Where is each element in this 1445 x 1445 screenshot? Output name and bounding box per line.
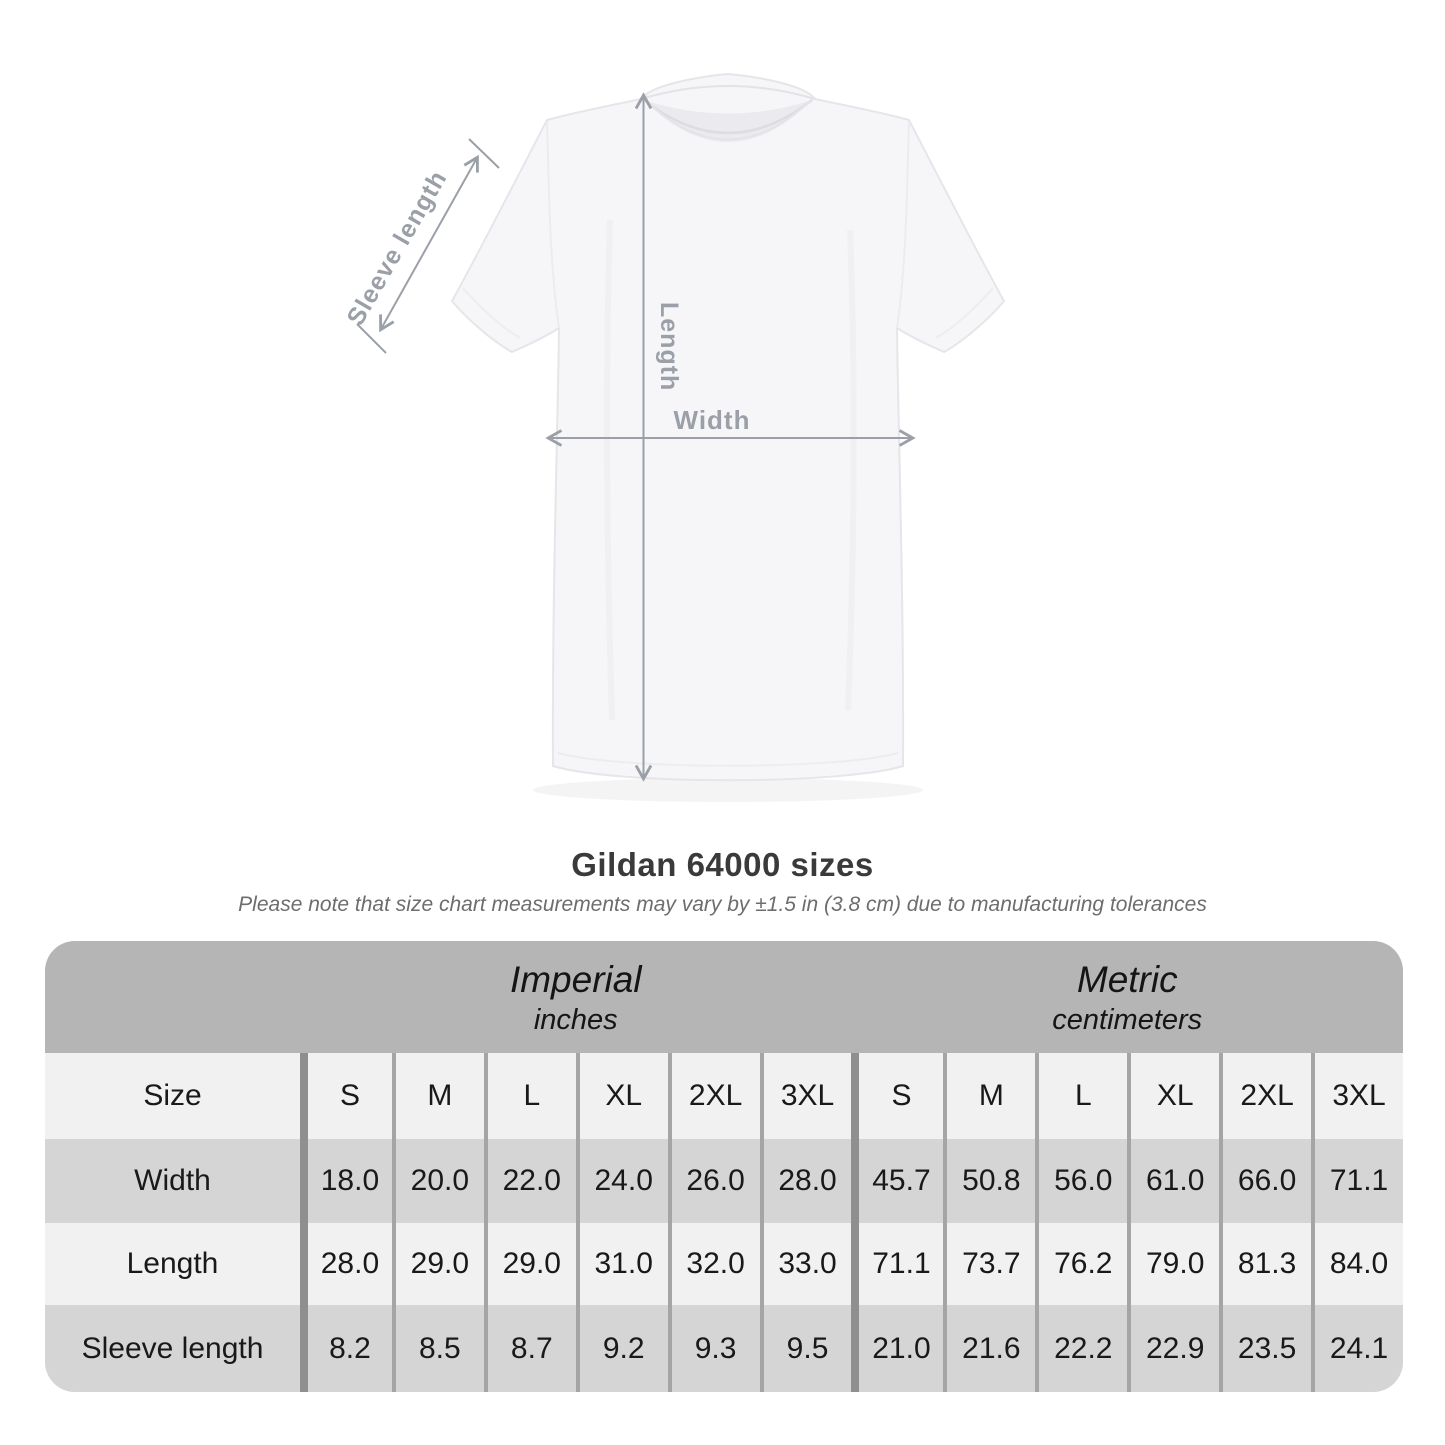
measurement-cell: 66.0 <box>1219 1139 1311 1223</box>
measurement-cell: 71.1 <box>1311 1139 1403 1223</box>
size-header-cell: M <box>943 1053 1035 1139</box>
measurement-cell: 45.7 <box>851 1139 943 1223</box>
measurement-cell: 23.5 <box>1219 1305 1311 1392</box>
imperial-group-name: Imperial <box>509 958 642 1000</box>
size-header-cell: L <box>1035 1053 1127 1139</box>
measurement-row-label: Length <box>126 1247 219 1280</box>
measurement-cell: 21.6 <box>943 1305 1035 1392</box>
measurement-cell: 20.0 <box>392 1139 484 1223</box>
metric-group-header <box>852 941 1404 1053</box>
measurement-cell: 84.0 <box>1311 1223 1403 1305</box>
size-header-cell: 3XL <box>1311 1053 1403 1139</box>
size-header-cell: 2XL <box>668 1053 760 1139</box>
measurement-row-label: Sleeve length <box>81 1331 264 1365</box>
size-header-cell: M <box>392 1053 484 1139</box>
measurement-cell: 29.0 <box>484 1223 576 1305</box>
measurement-cell: 50.8 <box>943 1139 1035 1223</box>
measurement-cell: 32.0 <box>668 1223 760 1305</box>
measurement-cell: 8.7 <box>484 1305 576 1392</box>
measurement-cell: 73.7 <box>943 1223 1035 1305</box>
size-header-cell: XL <box>1127 1053 1219 1139</box>
measurement-cell: 9.5 <box>760 1305 852 1392</box>
unit-group-band <box>45 941 1403 1053</box>
measurement-cell: 18.0 <box>300 1139 392 1223</box>
size-header-cell: 2XL <box>1219 1053 1311 1139</box>
table-row-width <box>45 1139 1403 1223</box>
metric-group-unit: centimeters <box>1052 1004 1203 1037</box>
size-header-row <box>45 1053 1403 1139</box>
measurement-cell: 56.0 <box>1035 1139 1127 1223</box>
measurement-cell: 8.5 <box>392 1305 484 1392</box>
length-label: Length <box>655 302 683 392</box>
size-column-header: Size <box>143 1079 202 1112</box>
measurement-cell: 33.0 <box>760 1223 852 1305</box>
page-title: Gildan 64000 sizes <box>571 846 874 883</box>
size-header-cell: L <box>484 1053 576 1139</box>
table-row-sleeve-length <box>45 1305 1403 1392</box>
measurement-cell: 24.0 <box>576 1139 668 1223</box>
measurement-cell: 29.0 <box>392 1223 484 1305</box>
measurement-cell: 9.3 <box>668 1305 760 1392</box>
measurement-cell: 61.0 <box>1127 1139 1219 1223</box>
band-spacer <box>45 941 300 1053</box>
measurement-cell: 22.2 <box>1035 1305 1127 1392</box>
metric-group-name: Metric <box>1076 958 1178 1000</box>
measurement-cell: 79.0 <box>1127 1223 1219 1305</box>
imperial-group-unit: inches <box>533 1004 618 1037</box>
sleeve-length-label: Sleeve length <box>341 165 453 331</box>
size-header-cell: S <box>300 1053 392 1139</box>
measurement-cell: 26.0 <box>668 1139 760 1223</box>
size-table <box>45 941 1403 1392</box>
measurement-cell: 81.3 <box>1219 1223 1311 1305</box>
measurement-cell: 9.2 <box>576 1305 668 1392</box>
size-header-cell: XL <box>576 1053 668 1139</box>
imperial-group-header <box>300 941 852 1053</box>
tshirt-shadow <box>533 778 923 802</box>
measurement-cell: 22.9 <box>1127 1305 1219 1392</box>
measurement-cell: 28.0 <box>760 1139 852 1223</box>
measurement-row-label: Width <box>134 1164 211 1197</box>
measurement-cell: 21.0 <box>851 1305 943 1392</box>
measurement-cell: 22.0 <box>484 1139 576 1223</box>
width-label: Width <box>673 405 751 435</box>
table-row-length <box>45 1223 1403 1305</box>
measurement-cell: 31.0 <box>576 1223 668 1305</box>
tolerance-note: Please note that size chart measurements may vary by ±1.5 in (3.8 cm) due to manufacturing tolerances <box>238 893 1207 916</box>
measurement-cell: 8.2 <box>300 1305 392 1392</box>
measurement-cell: 71.1 <box>851 1223 943 1305</box>
size-header-cell: S <box>851 1053 943 1139</box>
measurement-cell: 76.2 <box>1035 1223 1127 1305</box>
measurement-cell: 24.1 <box>1311 1305 1403 1392</box>
measurement-cell: 28.0 <box>300 1223 392 1305</box>
size-header-cell: 3XL <box>760 1053 852 1139</box>
